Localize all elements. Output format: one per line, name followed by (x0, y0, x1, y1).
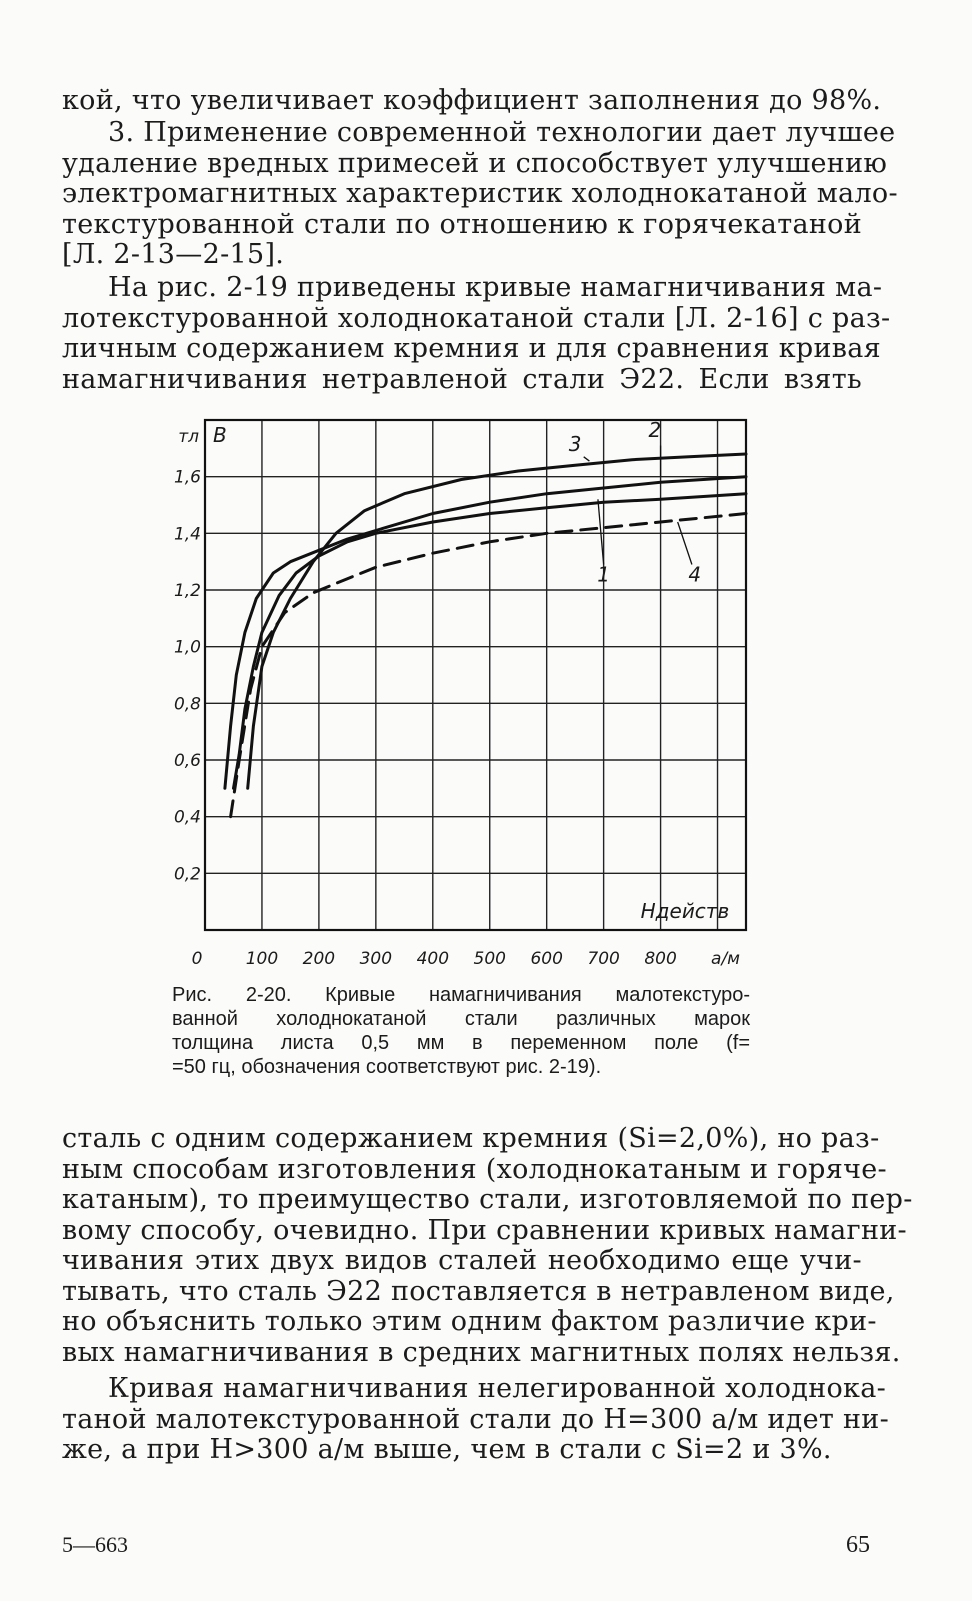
signature-mark: 5—663 (62, 1532, 128, 1557)
text-line: Кривая намагничивания нелегированной холоднока- (108, 1373, 887, 1404)
y-tick-label: 1,2 (173, 581, 201, 601)
series-label-3: 3 (568, 432, 582, 457)
x-axis-label: Hдейств (640, 899, 730, 923)
series-label-1: 1 (597, 562, 610, 587)
x-tick-label: 200 (302, 949, 336, 968)
text-line: таной малотекстурованной стали до H=300 а/м идет ни- (62, 1403, 890, 1435)
text-line: личным содержанием кремния и для сравнения кривая (62, 333, 882, 364)
series-label-4: 4 (688, 562, 702, 587)
text-line: тывать, что сталь Э22 поставляется в нетравленом виде, (62, 1275, 895, 1307)
paragraph-5 (62, 1373, 890, 1466)
caption-line: =50 гц, обозначения соответствуют рис. 2-19). (172, 1056, 602, 1078)
text-line: но объяснить только этим одним фактом различие кри- (62, 1306, 877, 1337)
series-leader-3 (584, 457, 590, 461)
plot-frame (205, 420, 746, 930)
x-tick-label: 800 (644, 949, 677, 968)
y-tick-label: 1,4 (173, 524, 201, 545)
text-line: удаление вредных примесей и способствует улучшению (62, 147, 888, 179)
series-line-3 (248, 454, 746, 788)
text-line: [Л. 2-13—2-15]. (62, 239, 285, 270)
text-line: вому способу, очевидно. При сравнении кривых намагни- (62, 1214, 907, 1246)
x-tick-label: 400 (416, 949, 450, 968)
series-line-4 (231, 514, 746, 817)
series-leader-4 (678, 522, 692, 565)
x-tick-label: 500 (473, 949, 506, 968)
y-tick-label: 0,6 (173, 751, 201, 771)
y-unit-label: тл (178, 427, 199, 447)
figure-caption (172, 983, 750, 1079)
text-line: текстурованной стали по отношению к горячекатаной (62, 208, 862, 240)
paragraph-4 (62, 1123, 913, 1368)
y-symbol-label: B (213, 423, 227, 447)
caption-line: ванной холоднокатаной стали различных марок (172, 1008, 750, 1030)
text-line: вых намагничивания в средних магнитных полях нельзя. (62, 1336, 901, 1368)
series-line-2 (225, 477, 746, 789)
y-tick-label: 0,8 (173, 694, 201, 715)
y-tick-label: 0,4 (173, 807, 201, 828)
series-leader-1 (598, 499, 604, 564)
x-unit-label: а/м (711, 949, 741, 968)
text-line: ным способам изготовления (холоднокатаным и горяче- (62, 1153, 887, 1185)
text-line: На рис. 2-19 приведены кривые намагничивания ма- (108, 272, 883, 303)
chart-svg (160, 418, 760, 968)
series-label-2: 2 (648, 418, 662, 442)
text-line: кой, что увеличивает коэффициент заполнения до 98%. (62, 85, 882, 116)
x-tick-label: 100 (245, 949, 279, 968)
x-tick-label: 700 (587, 949, 620, 968)
paragraph-2 (62, 117, 898, 271)
text-line: катаным), то преимущество стали, изготовляемой по пер- (62, 1184, 913, 1215)
magnetization-chart (160, 418, 760, 968)
y-tick-label: 1,0 (173, 637, 201, 658)
paragraph-1 (62, 85, 882, 117)
x-tick-label: 0 (191, 949, 203, 968)
y-tick-label: 0,2 (173, 864, 201, 885)
x-tick-label: 600 (530, 949, 563, 968)
text-line: чивания этих двух видов сталей необходимо еще учи- (62, 1245, 862, 1276)
text-line: же, а при H>300 а/м выше, чем в стали с Si=2 и 3%. (62, 1434, 832, 1465)
caption-line: Рис. 2-20. Кривые намагничивания малотекстуро- (172, 984, 750, 1006)
paragraph-3 (62, 272, 891, 395)
caption-line: толщина листа 0,5 мм в переменном поле (f= (172, 1032, 750, 1054)
x-tick-label: 300 (359, 949, 393, 968)
page-number: 65 (846, 1532, 870, 1558)
text-line: 3. Применение современной технологии дает лучшее (108, 117, 896, 148)
text-line: лотекстурованной холоднокатаной стали [Л. 2-16] с раз- (62, 302, 891, 334)
text-line: электромагнитных характеристик холоднокатаной мало- (62, 178, 898, 209)
text-line: сталь с одним содержанием кремния (Si=2,0%), но раз- (62, 1123, 880, 1154)
y-tick-label: 1,6 (173, 467, 201, 488)
text-line: намагничивания нетравленой стали Э22. Если взять (62, 363, 862, 395)
